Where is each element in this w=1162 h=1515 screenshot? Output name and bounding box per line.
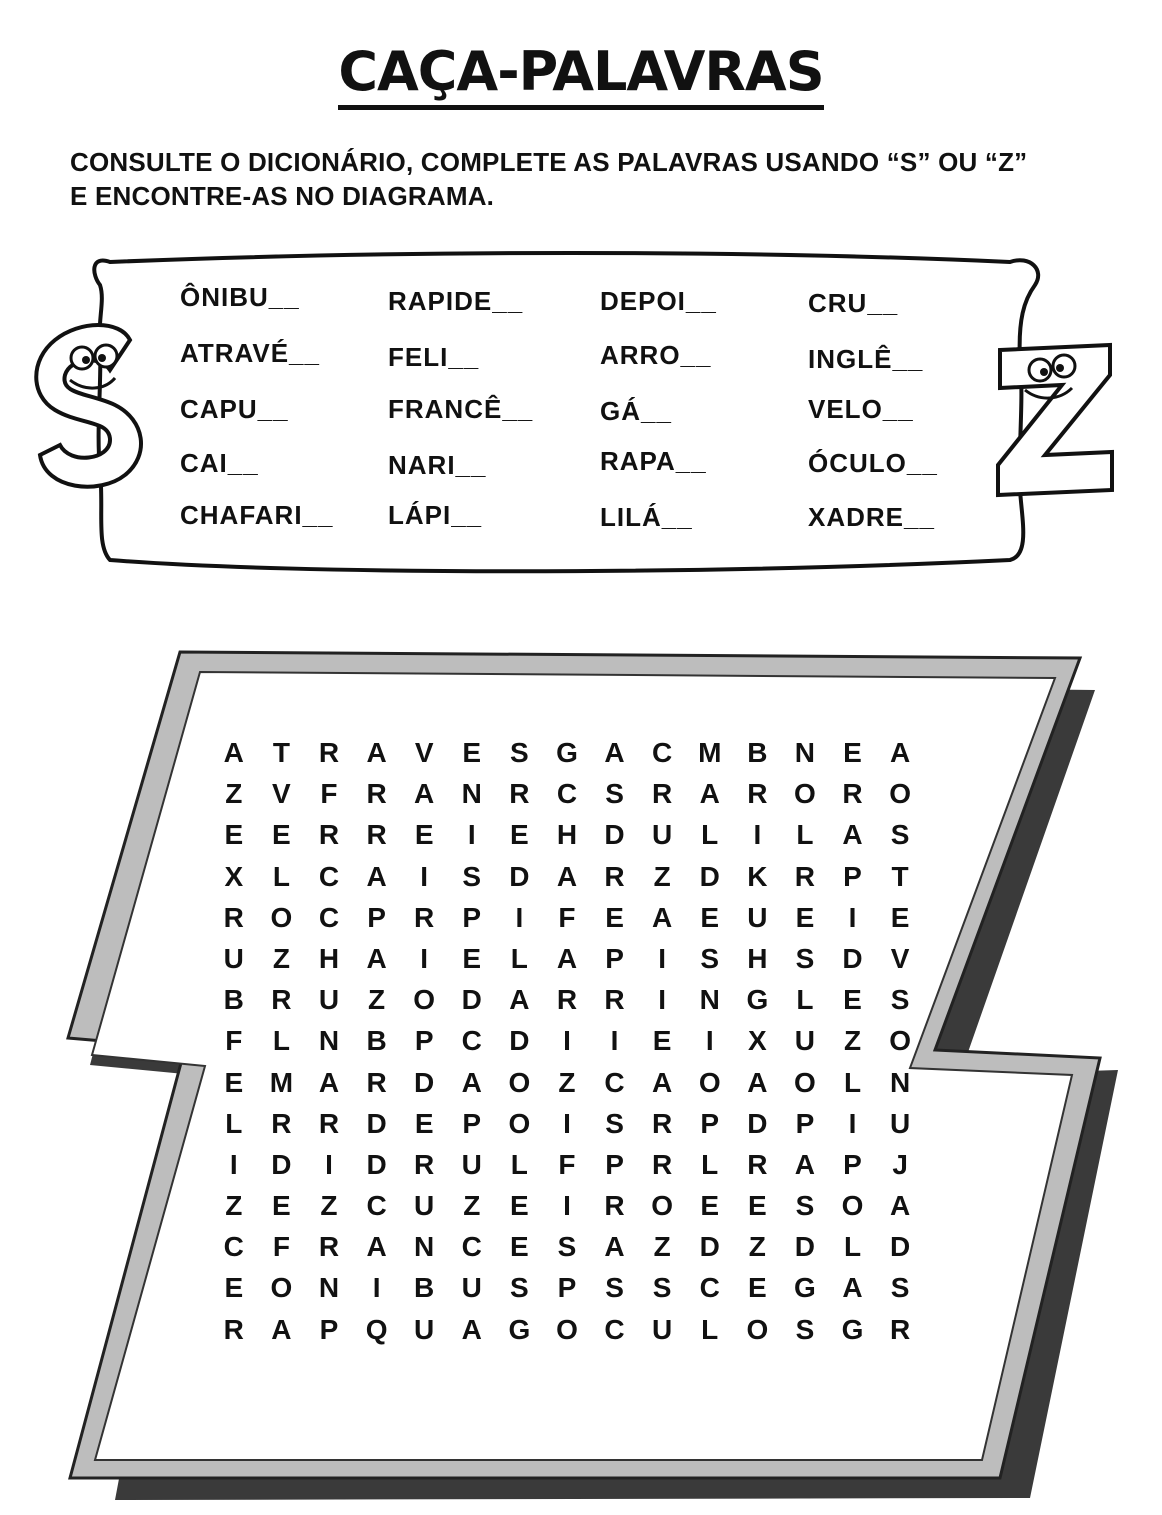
word-item: XADRE__ (808, 502, 935, 532)
grid-cell[interactable]: R (271, 984, 292, 1016)
grid-cell[interactable]: E (462, 737, 482, 768)
grid-cell[interactable]: O (556, 1313, 578, 1345)
grid-cell[interactable]: Z (272, 942, 290, 974)
grid-cell[interactable]: E (224, 1066, 244, 1098)
grid-cell[interactable]: Z (368, 984, 386, 1016)
grid-cell[interactable]: D (366, 1148, 387, 1180)
grid-cell[interactable]: D (794, 1231, 816, 1263)
title-text: CAÇA-PALAVRAS (338, 40, 823, 110)
grid-cell[interactable]: L (510, 1148, 528, 1180)
grid-cell[interactable]: B (414, 1272, 435, 1304)
grid-row (210, 1185, 924, 1226)
grid-cell[interactable]: Z (653, 1231, 671, 1263)
grid-cell[interactable]: U (889, 1107, 911, 1139)
grid-cell[interactable]: P (557, 1272, 577, 1304)
grid-cell[interactable]: P (319, 1313, 339, 1345)
grid-cell[interactable]: D (366, 1107, 387, 1139)
grid-cell[interactable]: A (556, 942, 578, 974)
grid-cell[interactable]: F (272, 1231, 290, 1263)
grid-cell[interactable]: I (563, 1025, 571, 1057)
word-item: DEPOI__ (600, 286, 717, 316)
grid-cell[interactable]: R (604, 860, 625, 892)
grid-cell[interactable]: S (795, 942, 815, 974)
grid-cell[interactable]: O (651, 1190, 674, 1222)
grid-cell[interactable]: A (461, 1313, 482, 1345)
grid-cell[interactable]: U (461, 1148, 482, 1180)
grid-cell[interactable]: O (508, 1066, 531, 1098)
grid-cell[interactable]: N (461, 778, 482, 810)
grid-cell[interactable]: E (747, 1272, 767, 1304)
grid-cell[interactable]: E (224, 819, 244, 851)
word-item: CAPU__ (180, 394, 289, 424)
grid-cell[interactable]: L (843, 1066, 862, 1098)
grid-row (210, 1103, 924, 1144)
grid-cell[interactable]: C (223, 1231, 244, 1263)
grid-cell[interactable]: S (557, 1231, 577, 1263)
grid-cell[interactable]: R (509, 778, 530, 810)
grid-cell[interactable]: P (605, 1148, 624, 1180)
grid-cell[interactable]: I (420, 942, 429, 974)
grid-cell[interactable]: B (223, 984, 244, 1016)
grid-cell[interactable]: R (604, 1190, 625, 1222)
grid-cell[interactable]: C (366, 1190, 387, 1222)
grid-cell[interactable]: D (889, 1231, 911, 1263)
grid-cell[interactable]: E (510, 1231, 529, 1263)
grid-cell[interactable]: A (556, 860, 578, 892)
grid-cell[interactable]: Z (843, 1025, 862, 1057)
grid-cell[interactable]: R (414, 901, 435, 933)
grid-cell[interactable]: A (794, 1148, 816, 1180)
grid-cell[interactable]: A (842, 1272, 863, 1304)
grid-cell[interactable]: N (794, 737, 816, 768)
grid-cell[interactable]: I (658, 942, 667, 974)
grid-cell[interactable]: A (604, 737, 625, 768)
grid-cell[interactable]: D (509, 860, 530, 892)
grid-cell[interactable]: I (848, 901, 857, 933)
grid-cell[interactable]: S (700, 942, 720, 974)
grid-cell[interactable]: C (604, 1313, 625, 1345)
grid-cell[interactable]: G (746, 984, 769, 1016)
word-item: ÓCULO__ (808, 448, 938, 478)
grid-cell[interactable]: O (794, 1066, 816, 1098)
grid-cell[interactable]: R (652, 1148, 673, 1180)
grid-cell[interactable]: E (224, 1272, 244, 1304)
grid-cell[interactable]: L (796, 984, 814, 1016)
grid-cell[interactable]: S (605, 1272, 624, 1304)
grid-cell[interactable]: A (366, 737, 387, 768)
grid-cell[interactable]: A (414, 778, 435, 810)
grid-cell[interactable]: L (701, 1313, 719, 1345)
grid-cell[interactable]: N (318, 1025, 340, 1057)
grid-cell[interactable]: A (604, 1231, 625, 1263)
grid-cell[interactable]: E (890, 901, 910, 933)
grid-cell[interactable]: E (747, 1190, 767, 1222)
grid-cell[interactable]: O (270, 1272, 293, 1304)
grid-cell[interactable]: M (698, 737, 722, 768)
word-item: GÁ__ (600, 396, 672, 426)
grid-cell[interactable]: I (420, 860, 429, 892)
grid-cell[interactable]: I (372, 1272, 381, 1304)
grid-cell[interactable]: R (652, 1107, 673, 1139)
grid-cell[interactable]: A (366, 942, 387, 974)
grid-cell[interactable]: R (842, 778, 863, 810)
grid-cell[interactable]: P (843, 1148, 862, 1180)
grid-cell[interactable]: E (795, 901, 815, 933)
word-item: CHAFARI__ (180, 500, 334, 530)
grid-cell[interactable]: C (699, 1272, 720, 1304)
grid-cell[interactable]: D (842, 942, 863, 974)
grid-row (210, 1062, 924, 1103)
grid-cell[interactable]: L (701, 1148, 719, 1180)
grid-row (210, 773, 924, 814)
grid-cell[interactable]: S (890, 1272, 910, 1304)
grid-cell[interactable]: N (318, 1272, 340, 1304)
grid-cell[interactable]: C (461, 1025, 482, 1057)
grid-cell[interactable]: U (652, 819, 673, 851)
grid-row (210, 1309, 924, 1350)
grid-cell[interactable]: I (705, 1025, 714, 1057)
grid-cell[interactable]: D (699, 860, 720, 892)
grid-cell[interactable]: E (700, 1190, 720, 1222)
grid-cell[interactable]: S (890, 819, 910, 851)
grid-cell[interactable]: E (843, 984, 862, 1016)
grid-cell[interactable]: A (223, 737, 244, 768)
grid-row (210, 1144, 924, 1185)
grid-row (210, 856, 924, 897)
grid-cell[interactable]: S (605, 778, 624, 810)
grid-cell[interactable]: E (605, 901, 624, 933)
grid-cell[interactable]: Z (225, 778, 243, 810)
grid-cell[interactable]: U (794, 1025, 816, 1057)
grid-cell[interactable]: I (658, 984, 667, 1016)
grid-cell[interactable]: G (841, 1313, 864, 1345)
grid-cell[interactable]: H (747, 942, 768, 974)
grid-cell[interactable]: S (795, 1190, 815, 1222)
word-item: VELO__ (808, 394, 914, 424)
grid-cell[interactable]: F (225, 1025, 243, 1057)
grid-cell[interactable]: L (225, 1107, 243, 1139)
grid-cell[interactable]: L (701, 819, 719, 851)
grid-cell[interactable]: R (318, 1107, 340, 1139)
grid-cell[interactable]: O (841, 1190, 864, 1222)
grid-cell[interactable]: I (563, 1107, 571, 1139)
grid-cell[interactable]: E (652, 1025, 672, 1057)
grid-cell[interactable]: O (413, 984, 436, 1016)
grid-cell[interactable]: D (461, 984, 482, 1016)
grid-cell[interactable]: N (889, 1066, 911, 1098)
grid-row (210, 1020, 924, 1061)
grid-cell[interactable]: Z (748, 1231, 766, 1263)
grid-cell[interactable]: G (508, 1313, 531, 1345)
grid-cell[interactable]: D (604, 819, 625, 851)
grid-cell[interactable]: R (318, 819, 340, 851)
grid-cell[interactable]: P (843, 860, 862, 892)
grid-cell[interactable]: S (890, 984, 910, 1016)
grid-cell[interactable]: E (510, 1190, 529, 1222)
grid-cell[interactable]: Z (225, 1190, 243, 1222)
grid-cell[interactable]: O (746, 1313, 769, 1345)
grid-cell[interactable]: A (461, 1066, 482, 1098)
grid-cell[interactable]: V (414, 737, 434, 768)
grid-cell[interactable]: R (794, 860, 816, 892)
grid-cell[interactable]: I (610, 1025, 619, 1057)
grid-cell[interactable]: R (889, 1313, 911, 1345)
grid-cell[interactable]: R (318, 737, 340, 768)
grid-cell[interactable]: L (272, 1025, 290, 1057)
grid-cell[interactable]: T (891, 860, 909, 892)
grid-cell[interactable]: U (652, 1313, 673, 1345)
grid-cell[interactable]: N (414, 1231, 435, 1263)
grid-cell[interactable]: O (794, 778, 816, 810)
grid-cell[interactable]: G (556, 737, 578, 768)
grid-cell[interactable]: S (510, 1272, 529, 1304)
grid-cell[interactable]: S (795, 1313, 815, 1345)
grid-row (210, 732, 924, 773)
grid-cell[interactable]: C (461, 1231, 482, 1263)
grid-cell[interactable]: E (272, 1190, 291, 1222)
grid-cell[interactable]: V (272, 778, 291, 810)
grid-row (210, 814, 924, 855)
grid-cell[interactable]: O (698, 1066, 721, 1098)
grid-cell[interactable]: A (889, 1190, 911, 1222)
grid-cell[interactable]: R (318, 1231, 340, 1263)
grid-cell[interactable]: L (510, 942, 528, 974)
grid-cell[interactable]: R (556, 984, 578, 1016)
grid-cell[interactable]: A (271, 1313, 292, 1345)
word-item: FRANCÊ__ (388, 394, 534, 424)
grid-cell[interactable]: F (558, 1148, 576, 1180)
grid-cell[interactable]: R (747, 1148, 768, 1180)
grid-cell[interactable]: J (892, 1148, 908, 1180)
grid-cell[interactable]: R (366, 1066, 387, 1098)
grid-cell[interactable]: P (795, 1107, 815, 1139)
grid-cell[interactable]: H (318, 942, 340, 974)
grid-cell[interactable]: S (652, 1272, 672, 1304)
grid-cell[interactable]: D (747, 1107, 768, 1139)
grid-cell[interactable]: N (699, 984, 720, 1016)
word-item: CRU__ (808, 288, 899, 318)
grid-cell[interactable]: Q (365, 1313, 388, 1345)
grid-cell[interactable]: D (414, 1066, 435, 1098)
grid-cell[interactable]: R (366, 819, 387, 851)
grid-cell[interactable]: R (747, 778, 768, 810)
grid-cell[interactable]: A (842, 819, 863, 851)
grid-cell[interactable]: R (223, 901, 244, 933)
grid-cell[interactable]: S (510, 737, 529, 768)
grid-cell[interactable]: F (558, 901, 576, 933)
grid-cell[interactable]: O (889, 778, 911, 810)
grid-cell[interactable]: A (366, 1231, 387, 1263)
grid-cell[interactable]: C (556, 778, 578, 810)
grid-cell[interactable]: U (414, 1313, 435, 1345)
grid-cell[interactable]: L (796, 819, 814, 851)
grid-cell[interactable]: Z (320, 1190, 338, 1222)
grid-cell[interactable]: X (224, 860, 244, 892)
word-item: LÁPI__ (388, 500, 483, 530)
word-item: CAI__ (180, 448, 259, 478)
grid-cell[interactable]: P (462, 901, 482, 933)
grid-cell[interactable]: B (747, 737, 768, 768)
grid-cell[interactable]: M (269, 1066, 294, 1098)
grid-cell[interactable]: U (414, 1190, 435, 1222)
grid-cell[interactable]: I (467, 819, 476, 851)
grid-cell[interactable]: I (848, 1107, 857, 1139)
grid-cell[interactable]: C (652, 737, 673, 768)
grid-cell[interactable]: U (223, 942, 244, 974)
grid-cell[interactable]: A (509, 984, 530, 1016)
grid-cell[interactable]: P (367, 901, 386, 933)
grid-row (210, 979, 924, 1020)
grid-cell[interactable]: A (747, 1066, 768, 1098)
grid-cell[interactable]: R (366, 778, 387, 810)
grid-cell[interactable]: T (272, 737, 290, 768)
grid-cell[interactable]: L (843, 1231, 862, 1263)
grid-cell[interactable]: H (556, 819, 578, 851)
grid-cell[interactable]: A (652, 1066, 673, 1098)
word-item: ARRO__ (600, 340, 712, 370)
instruction-line-2: E ENCONTRE-AS NO DIAGRAMA. (70, 181, 495, 211)
grid-cell[interactable]: E (843, 737, 862, 768)
grid-cell[interactable]: R (414, 1148, 435, 1180)
word-item: NARI__ (388, 450, 487, 480)
grid-row (210, 1226, 924, 1267)
grid-cell[interactable]: A (318, 1066, 340, 1098)
grid-cell[interactable]: V (890, 942, 910, 974)
grid-cell[interactable]: R (604, 984, 625, 1016)
grid-cell[interactable]: E (462, 942, 482, 974)
grid-cell[interactable]: U (747, 901, 768, 933)
grid-row (210, 897, 924, 938)
grid-cell[interactable]: O (508, 1107, 531, 1139)
letter-grid (210, 732, 924, 1350)
grid-cell[interactable]: I (515, 901, 524, 933)
word-item: INGLÊ__ (808, 344, 924, 374)
grid-cell[interactable]: S (462, 860, 482, 892)
grid-cell[interactable]: R (652, 778, 673, 810)
grid-cell[interactable]: L (272, 860, 290, 892)
grid-cell[interactable]: I (229, 1148, 238, 1180)
grid-cell[interactable]: E (414, 1107, 434, 1139)
grid-cell[interactable]: I (325, 1148, 333, 1180)
grid-row (210, 1267, 924, 1308)
grid-cell[interactable]: P (414, 1025, 434, 1057)
grid-cell[interactable]: R (271, 1107, 292, 1139)
grid-cell[interactable]: I (563, 1190, 571, 1222)
grid-cell[interactable]: B (366, 1025, 387, 1057)
grid-cell[interactable]: S (605, 1107, 624, 1139)
grid-cell[interactable]: E (700, 901, 720, 933)
word-item: ÔNIBU__ (180, 282, 300, 312)
grid-row (210, 938, 924, 979)
grid-cell[interactable]: P (462, 1107, 482, 1139)
grid-cell[interactable]: I (753, 819, 762, 851)
grid-cell[interactable]: O (270, 901, 293, 933)
grid-cell[interactable]: P (700, 1107, 720, 1139)
grid-cell[interactable]: C (604, 1066, 625, 1098)
grid-cell[interactable]: D (699, 1231, 720, 1263)
grid-cell[interactable]: A (652, 901, 673, 933)
grid-cell[interactable]: E (414, 819, 434, 851)
grid-cell[interactable]: D (509, 1025, 530, 1057)
word-item: LILÁ__ (600, 502, 693, 532)
grid-cell[interactable]: X (747, 1025, 767, 1057)
word-item: RAPIDE__ (388, 286, 524, 316)
grid-cell[interactable]: R (223, 1313, 244, 1345)
grid-cell[interactable]: A (699, 778, 720, 810)
grid-cell[interactable]: P (605, 942, 624, 974)
grid-cell[interactable]: Z (463, 1190, 481, 1222)
instruction-line-1: CONSULTE O DICIONÁRIO, COMPLETE AS PALAVRAS USANDO “S” OU “Z” (70, 147, 1028, 177)
grid-cell[interactable]: U (461, 1272, 482, 1304)
grid-cell[interactable]: C (318, 860, 340, 892)
word-item: RAPA__ (600, 446, 707, 476)
grid-cell[interactable]: K (747, 860, 768, 892)
word-item: ATRAVÉ__ (180, 338, 320, 368)
grid-cell[interactable]: G (794, 1272, 816, 1304)
grid-cell[interactable]: F (320, 778, 338, 810)
grid-cell[interactable]: A (366, 860, 387, 892)
word-item: FELI__ (388, 342, 480, 372)
grid-cell[interactable]: Z (653, 860, 671, 892)
grid-cell[interactable]: Z (558, 1066, 576, 1098)
grid-cell[interactable]: C (318, 901, 340, 933)
grid-cell[interactable]: O (889, 1025, 911, 1057)
grid-cell[interactable]: U (318, 984, 340, 1016)
grid-cell[interactable]: E (510, 819, 529, 851)
grid-cell[interactable]: A (889, 737, 911, 768)
grid-cell[interactable]: D (271, 1148, 292, 1180)
grid-cell[interactable]: E (272, 819, 291, 851)
